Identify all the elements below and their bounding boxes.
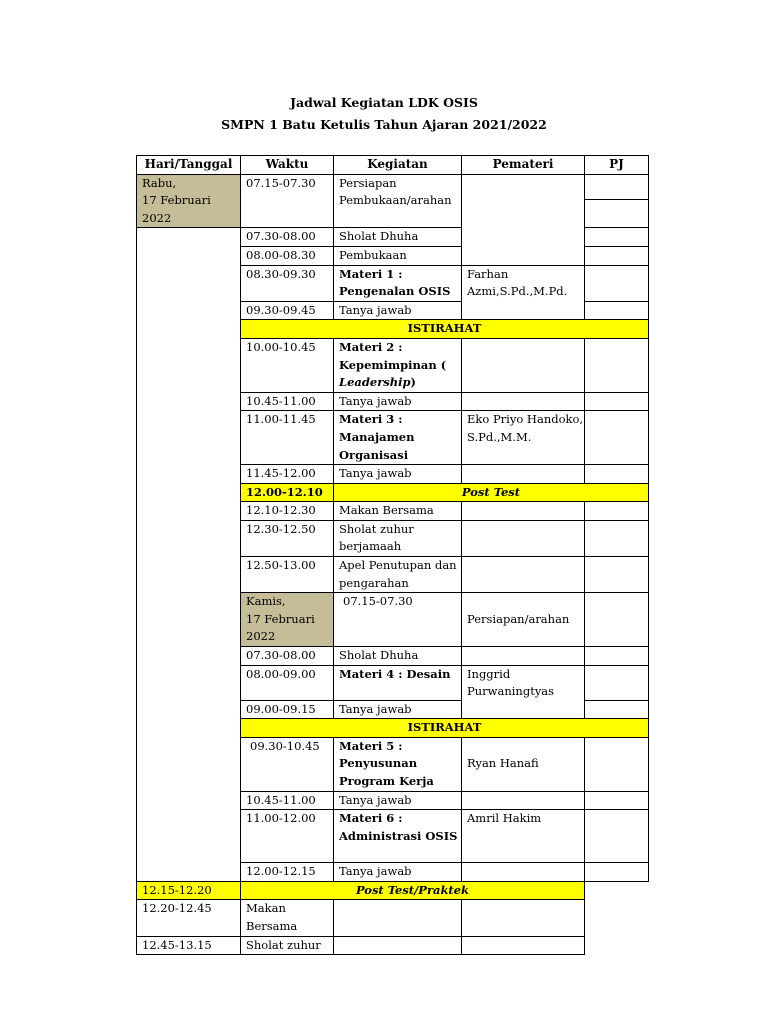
break-cell: ISTIRAHAT — [241, 320, 649, 339]
speaker-cell: Eko Priyo Handoko, S.Pd.,M.M. — [462, 411, 585, 465]
activity-cell: Tanya jawab — [334, 465, 462, 484]
speaker-cell — [462, 863, 585, 882]
activity-cell: Tanya jawab — [334, 700, 462, 719]
time-cell: 08.00-08.30 — [241, 246, 334, 265]
speaker-cell: Ryan Hanafi — [462, 737, 585, 791]
activity-cell: Tanya jawab — [334, 301, 462, 320]
activity-cell: Materi 3 : Manajamen Organisasi — [334, 411, 462, 465]
pj-cell — [585, 246, 649, 265]
table-row — [137, 900, 649, 936]
page-subtitle: SMPN 1 Batu Ketulis Tahun Ajaran 2021/2022 — [221, 117, 547, 132]
time-cell: 08.30-09.30 — [241, 265, 334, 301]
time-cell: 07.15-07.30 — [241, 174, 334, 228]
header-day: Hari/Tanggal — [137, 156, 241, 175]
pj-cell — [585, 810, 649, 863]
time-cell: 12.50-13.00 — [241, 557, 334, 593]
speaker-cell — [462, 465, 585, 484]
time-cell: 09.30-10.45 — [241, 737, 334, 791]
pj-cell — [585, 737, 649, 791]
activity-cell: Makan Bersama — [241, 900, 334, 936]
pj-cell — [585, 174, 649, 228]
page-title: Jadwal Kegiatan LDK OSIS — [290, 95, 478, 110]
header-speaker: Pemateri — [462, 156, 585, 175]
speaker-cell — [462, 392, 585, 411]
pj-cell — [585, 338, 649, 392]
time-cell: 07.30-08.00 — [241, 647, 334, 666]
schedule-table — [136, 155, 649, 955]
speaker-cell — [462, 338, 585, 392]
post-test-cell: Post Test — [334, 483, 649, 502]
break-cell: ISTIRAHAT — [241, 719, 649, 738]
post-test-cell: Post Test/Praktek — [241, 881, 585, 900]
activity-cell: Persiapan Pembukaan/arahan — [334, 174, 462, 228]
speaker-cell: Farhan Azmi,S.Pd.,M.Pd. — [462, 265, 585, 320]
time-cell: 12.00-12.15 — [241, 863, 334, 882]
day-name: Rabu, — [142, 175, 177, 190]
time-cell: 11.00-11.45 — [241, 411, 334, 465]
speaker-cell — [585, 593, 649, 647]
activity-cell: Pembukaan — [334, 246, 462, 265]
time-cell: 12.20-12.45 — [137, 900, 241, 936]
activity-cell: Sholat zuhur — [241, 936, 334, 955]
time-cell: 07.15-07.30 — [334, 593, 462, 647]
time-cell: 10.45-11.00 — [241, 392, 334, 411]
activity-close-paren: ) — [410, 375, 416, 390]
time-cell: 12.00-12.10 — [241, 483, 334, 502]
pj-cell — [585, 301, 649, 320]
activity-cell: Materi 6 : Administrasi OSIS — [334, 810, 462, 863]
day-cell — [137, 174, 241, 228]
header-row — [137, 156, 649, 175]
pj-cell — [585, 392, 649, 411]
time-cell: 10.00-10.45 — [241, 338, 334, 392]
activity-cell — [334, 338, 462, 392]
activity-cell: Persiapan/arahan — [462, 593, 585, 647]
speaker-cell — [462, 557, 585, 593]
time-cell: 12.45-13.15 — [137, 936, 241, 955]
time-cell: 11.00-12.00 — [241, 810, 334, 863]
speaker-cell — [334, 936, 462, 955]
speaker-cell: Amril Hakim — [462, 810, 585, 863]
pj-cell — [585, 557, 649, 593]
post-test-row — [137, 881, 649, 900]
time-cell: 08.00-09.00 — [241, 665, 334, 700]
day-cell — [241, 593, 334, 647]
activity-cell: Sholat zuhur berjamaah — [334, 520, 462, 556]
day-name: Kamis, — [246, 594, 286, 609]
activity-italic-text: Leadership — [339, 375, 411, 390]
pj-cell — [585, 647, 649, 666]
time-cell: 10.45-11.00 — [241, 791, 334, 810]
time-cell: 12.10-12.30 — [241, 502, 334, 521]
time-cell: 09.00-09.15 — [241, 700, 334, 719]
header-time: Waktu — [241, 156, 334, 175]
time-cell: 12.30-12.50 — [241, 520, 334, 556]
pj-cell — [462, 936, 585, 955]
activity-cell: Sholat Dhuha — [334, 647, 462, 666]
speaker-cell — [334, 900, 462, 936]
activity-cell: Tanya jawab — [334, 791, 462, 810]
pj-cell — [585, 665, 649, 700]
activity-cell: Tanya jawab — [334, 392, 462, 411]
day-blank-cell — [137, 228, 241, 881]
pj-cell — [585, 228, 649, 247]
time-cell: 07.30-08.00 — [241, 228, 334, 247]
pj-cell — [462, 900, 585, 936]
header-activity: Kegiatan — [334, 156, 462, 175]
activity-cell: Tanya jawab — [334, 863, 462, 882]
pj-cell — [585, 700, 649, 719]
time-cell: 11.45-12.00 — [241, 465, 334, 484]
activity-text: Materi 2 : Kepemimpinan ( — [339, 339, 447, 372]
pj-cell — [585, 791, 649, 810]
day-date: 17 Februari 2022 — [246, 611, 315, 644]
activity-cell: Materi 4 : Desain — [334, 665, 462, 700]
time-cell: 09.30-09.45 — [241, 301, 334, 320]
speaker-cell — [462, 502, 585, 521]
speaker-cell — [462, 520, 585, 556]
pj-cell — [585, 411, 649, 465]
activity-cell: Makan Bersama — [334, 502, 462, 521]
activity-cell: Materi 1 : Pengenalan OSIS — [334, 265, 462, 301]
header-pj: PJ — [585, 156, 649, 175]
pj-cell — [585, 465, 649, 484]
activity-cell: Sholat Dhuha — [334, 228, 462, 247]
speaker-cell — [462, 791, 585, 810]
pj-cell — [585, 520, 649, 556]
pj-cell — [585, 265, 649, 301]
table-row — [137, 174, 649, 228]
speaker-cell: Inggrid Purwaningtyas — [462, 665, 585, 719]
pj-cell — [585, 863, 649, 882]
speaker-cell — [462, 174, 585, 265]
activity-cell: Apel Penutupan dan pengarahan — [334, 557, 462, 593]
pj-cell — [585, 502, 649, 521]
activity-cell: Materi 5 : Penyusunan Program Kerja — [334, 737, 462, 791]
table-row — [137, 936, 649, 955]
day-date: 17 Februari 2022 — [142, 193, 211, 225]
time-cell: 12.15-12.20 — [137, 881, 241, 900]
speaker-cell — [462, 647, 585, 666]
